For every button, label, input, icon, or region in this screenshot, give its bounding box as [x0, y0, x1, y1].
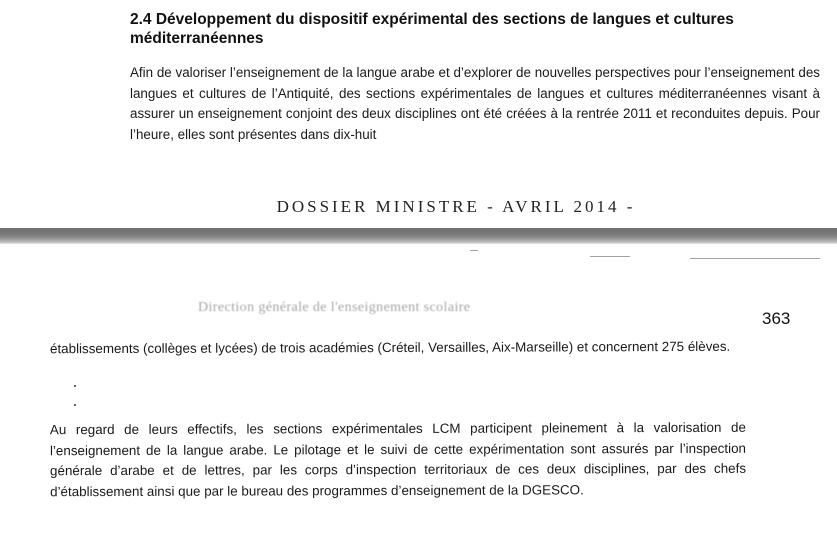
page-footer: DOSSIER MINISTRE - AVRIL 2014 - [276, 197, 636, 216]
scan-speck [74, 404, 76, 406]
section-title: 2.4 Développement du dispositif expérimental des sections de langues et cultures méditerranéennes [130, 11, 734, 47]
scan-artifact [470, 250, 478, 251]
lcm-paragraph: Au regard de leurs effectifs, les sections expérimentales LCM participent pleinement à la valorisation de l’enseignement de la langue arabe. Le pilotage et le suivi de cette expérimentation sont assurés par l’inspection générale d’arabe et de lettres, par les corps d’inspection territoriaux de ces deux disciplines, par des chefs d’établissement ainsi que par le bureau des programmes d’enseignement de la DGESCO. [49, 419, 747, 499]
section-paragraph: Afin de valoriser l’enseignement de la langue arabe et d’explorer de nouvelles perspectives pour l’enseignement des langues et cultures de l’Antiquité, des sections expérimentales de langues et cultures méditerranéennes visant à assurer un enseignement conjoint des deux disciplines ont été créées à la rentrée 2011 et reconduites depuis. Pour l’heure, elles sont présentes dans dix-huit [130, 65, 820, 142]
running-header: Direction générale de l'enseignement scolaire [198, 300, 471, 315]
scan-artifact [690, 258, 820, 259]
scan-artifact [590, 256, 630, 257]
scan-speck [74, 385, 76, 387]
page-number: 363 [762, 309, 791, 328]
page-divider [0, 228, 837, 244]
continued-paragraph: établissements (collèges et lycées) de trois académies (Créteil, Versailles, Aix-Marseille) et concernent 275 élèves. [49, 338, 731, 357]
